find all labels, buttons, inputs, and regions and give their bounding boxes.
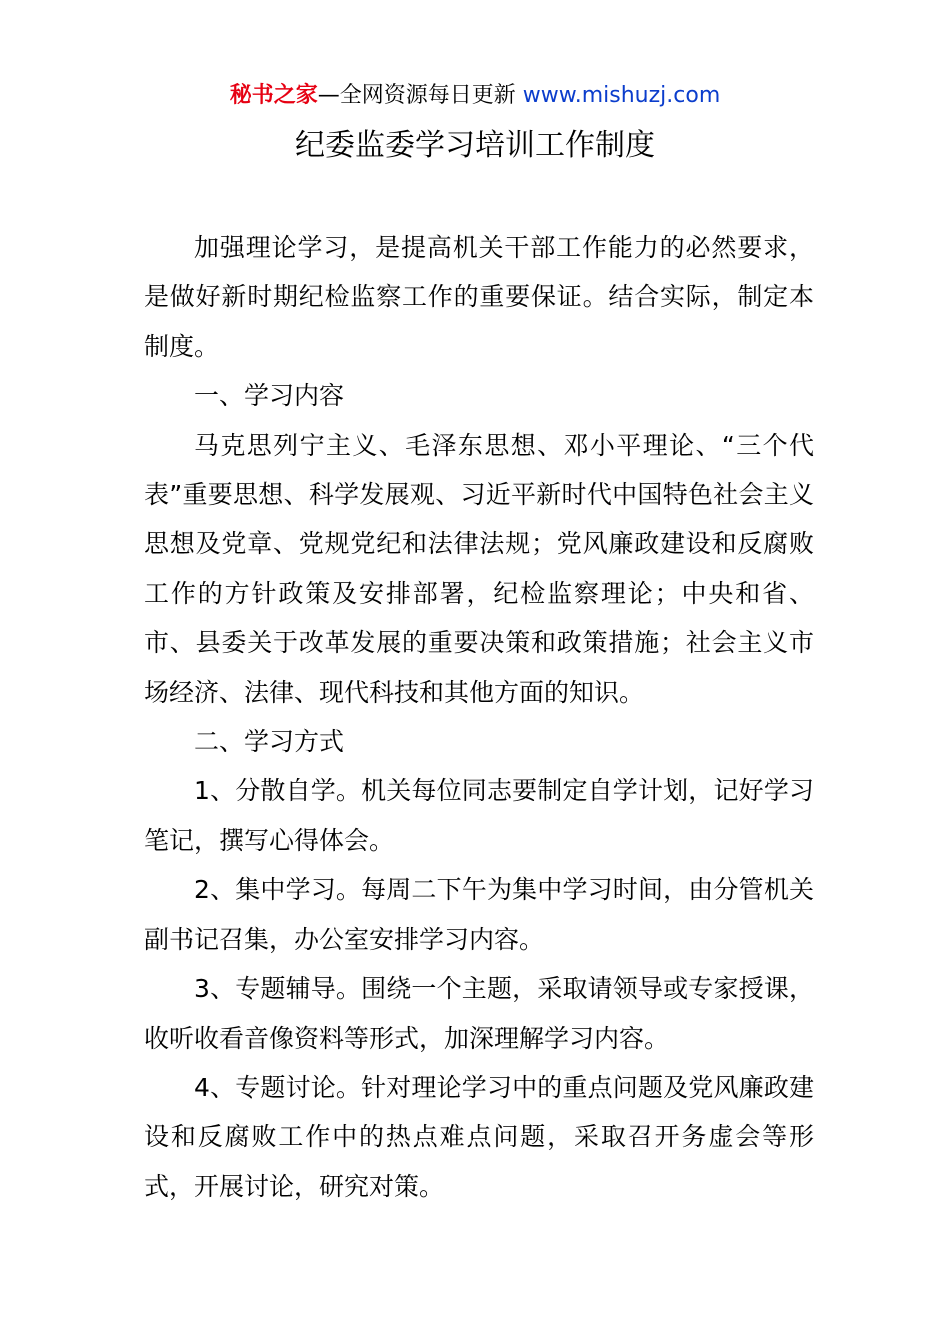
- site-header: [0, 80, 950, 112]
- section-heading-content: 一、学习内容: [194, 381, 345, 411]
- site-url-link[interactable]: www.mishuzj.com: [522, 83, 721, 108]
- paragraph-method-3: 3、专题辅导。围绕一个主题，采取请领导或专家授课，收听收看音像资料等形式，加深理解学习内容。: [144, 974, 814, 1053]
- site-brand: 秘书之家: [229, 83, 318, 108]
- paragraph-content: 马克思列宁主义、毛泽东思想、邓小平理论、“三个代表”重要思想、科学发展观、习近平新时代中国特色社会主义思想及党章、党规党纪和法律法规；党风廉政建设和反腐败工作的方针政策及安排部署，纪检监察理论；中央和省、市、县委关于改革发展的重要决策和政策措施；社会主义市场经济、法律、现代科技和其他方面的知识。: [144, 430, 814, 707]
- section-heading-methods: 二、学习方式: [194, 727, 345, 757]
- paragraph-method-4: 4、专题讨论。针对理论学习中的重点问题及党风廉政建设和反腐败工作中的热点难点问题，采取召开务虚会等形式，开展讨论，研究对策。: [144, 1072, 814, 1201]
- paragraph-method-1: 1、分散自学。机关每位同志要制定自学计划，记好学习笔记，撰写心得体会。: [144, 776, 814, 855]
- site-tagline: —全网资源每日更新: [317, 83, 523, 108]
- document-title: 纪委监委学习培训工作制度: [295, 128, 655, 163]
- paragraph-intro: 加强理论学习，是提高机关干部工作能力的必然要求，是做好新时期纪检监察工作的重要保证。结合实际，制定本制度。: [144, 233, 814, 361]
- document-body: [144, 223, 814, 1211]
- paragraph-method-2: 2、集中学习。每周二下午为集中学习时间，由分管机关副书记召集，办公室安排学习内容。: [144, 875, 814, 954]
